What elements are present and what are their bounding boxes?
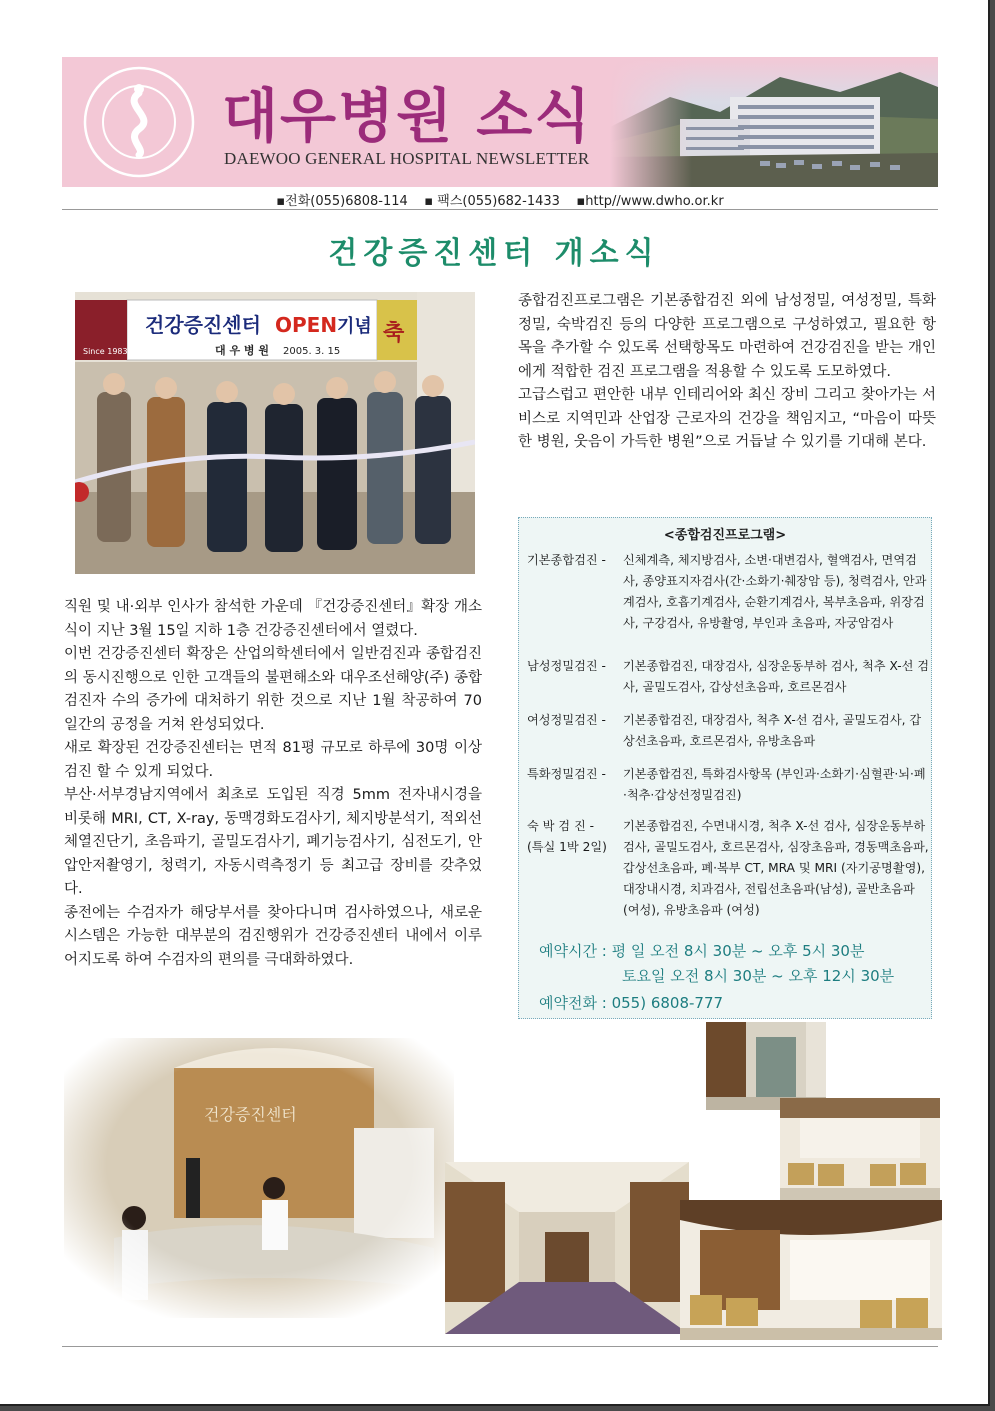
reservation-phone-label: 예약전화 : bbox=[539, 994, 607, 1012]
article-paragraph: 직원 및 내·외부 인사가 참석한 가운데 『건강증진센터』확장 개소식이 지난 3월 15일 지하 1층 건강증진센터에서 열렸다. bbox=[64, 599, 482, 639]
program-label: 특화정밀검진 - bbox=[527, 767, 606, 781]
website-text: ▪http//www.dwho.or.kr bbox=[576, 194, 724, 209]
program-items: 기본종합검진, 대장검사, 심장운동부하 검사, 척추 X-선 검사, 골밀도검사, 갑상선초음파, 호르몬검사 bbox=[623, 659, 930, 694]
lounge-photo bbox=[780, 1098, 940, 1210]
article-left-column bbox=[64, 596, 482, 972]
program-label-main: 숙 박 검 진 - bbox=[527, 819, 594, 833]
banner-sign-hospital: 대 우 병 원 bbox=[215, 344, 269, 357]
program-label: 기본종합검진 - bbox=[527, 553, 606, 567]
phone-text: ▪전화(055)6808-114 bbox=[276, 194, 408, 209]
banner-sign-celebrate: 축 bbox=[383, 321, 405, 346]
article-paragraph: 새로 확장된 건강증진센터는 면적 81평 규모로 하루에 30명 이상 검진 할 수 있게 되었다. bbox=[64, 740, 482, 780]
newsletter-subtitle: DAEWOO GENERAL HOSPITAL NEWSLETTER bbox=[224, 149, 590, 168]
waiting-area-photo bbox=[680, 1200, 942, 1340]
hospital-building-photo bbox=[610, 57, 938, 187]
program-items: 기본종합검진, 특화검사항목 (부인과·소화기·심혈관·뇌·폐·척추·갑상선정밀검진) bbox=[623, 767, 926, 802]
program-row bbox=[527, 764, 927, 810]
ribbon-cutting-photo bbox=[75, 292, 475, 574]
corridor-photo bbox=[706, 1022, 826, 1110]
banner-sign-date: 2005. 3. 15 bbox=[283, 346, 341, 357]
reservation-phone bbox=[539, 992, 723, 1013]
program-label: 남성정밀검진 - bbox=[527, 659, 606, 673]
article-paragraph: 종합검진프로그램은 기본종합검진 외에 남성정밀, 여성정밀, 특화정밀, 숙박검진 등의 다양한 프로그램으로 구성하였고, 필요한 항목을 추가할 수 있도록 선택항목도 마련하여 건강검진을 받는 개인에게 적합한 검진 프로그램을 적용할 수 있도록 도모하였다. bbox=[518, 293, 936, 380]
reservation-saturday: 토요일 오전 8시 30분 ~ 오후 12시 30분 bbox=[622, 967, 895, 985]
reception-photo bbox=[64, 1038, 454, 1318]
checkup-program-box bbox=[518, 517, 932, 1019]
article-right-column bbox=[518, 290, 936, 455]
program-label-sub: (특실 1박 2일) bbox=[527, 840, 607, 854]
program-row bbox=[527, 710, 927, 756]
article-paragraph: 이번 건강증진센터 확장은 산업의학센터에서 일반검진과 종합검진의 동시진행으로 인한 고객들의 불편해소와 대우조선해양(주) 종합검진자 수의 증가에 대처하기 위한 것으로 지난 1월 착공하여 70일간의 공정을 거쳐 완성되었다. bbox=[64, 646, 482, 733]
reservation-hours bbox=[539, 940, 864, 961]
footer-divider bbox=[62, 1346, 938, 1347]
banner-sign-open: OPEN bbox=[275, 313, 338, 337]
header-divider bbox=[62, 209, 938, 210]
banner-sign-memorial: 기념 bbox=[337, 316, 372, 337]
contact-line bbox=[62, 190, 938, 209]
program-row bbox=[527, 656, 930, 702]
program-items: 기본종합검진, 수면내시경, 척추 X-선 검사, 심장운동부하검사, 골밀도검사, 호르몬검사, 심장초음파, 경동맥초음파, 갑상선초음파, 폐·복부 CT, MRA 및 MRI (자기공명촬영), 대장내시경, 치과검사, 전립선초음파(남성), 골반초음파(여성), 유방초음파 (여성) bbox=[623, 819, 929, 917]
banner-sign-since: Since 1983 bbox=[83, 347, 128, 356]
banner-sign-text: 건강증진센터 bbox=[145, 313, 261, 337]
article-headline: 건강증진센터 개소식 bbox=[328, 236, 660, 271]
fax-text: ▪ 팩스(055)682-1433 bbox=[424, 194, 560, 209]
program-items: 기본종합검진, 대장검사, 척추 X-선 검사, 골밀도검사, 갑상선초음파, 호르몬검사, 유방초음파 bbox=[623, 713, 922, 748]
reservation-phone-number: 055) 6808-777 bbox=[611, 994, 724, 1012]
article-paragraph: 고급스럽고 편안한 내부 인테리어와 최신 장비 그리고 찾아가는 서비스로 지역민과 산업장 근로자의 건강을 책임지고, “마음이 따뜻한 병원, 웃음이 가득한 병원”으로 거듭날 수 있기를 기대해 본다. bbox=[518, 387, 936, 450]
newsletter-banner bbox=[62, 57, 938, 187]
reservation-weekday: 평 일 오전 8시 30분 ~ 오후 5시 30분 bbox=[611, 942, 865, 960]
program-label bbox=[527, 816, 619, 858]
program-title: <종합검진프로그램> bbox=[663, 528, 787, 543]
hallway-photo bbox=[445, 1162, 689, 1334]
hospital-logo bbox=[82, 65, 196, 179]
program-row bbox=[527, 816, 927, 926]
program-label: 여성정밀검진 - bbox=[527, 713, 606, 727]
program-items: 신체계측, 체지방검사, 소변·대변검사, 혈액검사, 면역검사, 종양표지자검사(간·소화기·췌장암 등), 청력검사, 안과계검사, 호흡기계검사, 순환기계검사, 복부초음파, 위장검사, 구강검사, 유방촬영, 부인과 초음파, 자궁암검사 bbox=[623, 553, 927, 630]
program-row bbox=[527, 550, 927, 656]
reservation-time-label: 예약시간 : bbox=[539, 942, 607, 960]
newsletter-title: 대우병원 소식 bbox=[222, 82, 593, 150]
article-paragraph: 부산·서부경남지역에서 최초로 도입된 직경 5mm 전자내시경을 비롯해 MRI, CT, X-ray, 동맥경화도검사기, 체지방분석기, 적외선체열진단기, 초음파기, 골밀도검사기, 폐기능검사기, 심전도기, 안압안저촬영기, 청력기, 자동시력측정기 등 최고급 장비를 갖추었다. bbox=[64, 787, 482, 897]
article-paragraph: 종전에는 수검자가 해당부서를 찾아다니며 검사하였으나, 새로운 시스템은 가능한 대부분의 검진행위가 건강증진센터 내에서 이루어지도록 하여 수검자의 편의를 극대화하였다. bbox=[64, 904, 482, 968]
